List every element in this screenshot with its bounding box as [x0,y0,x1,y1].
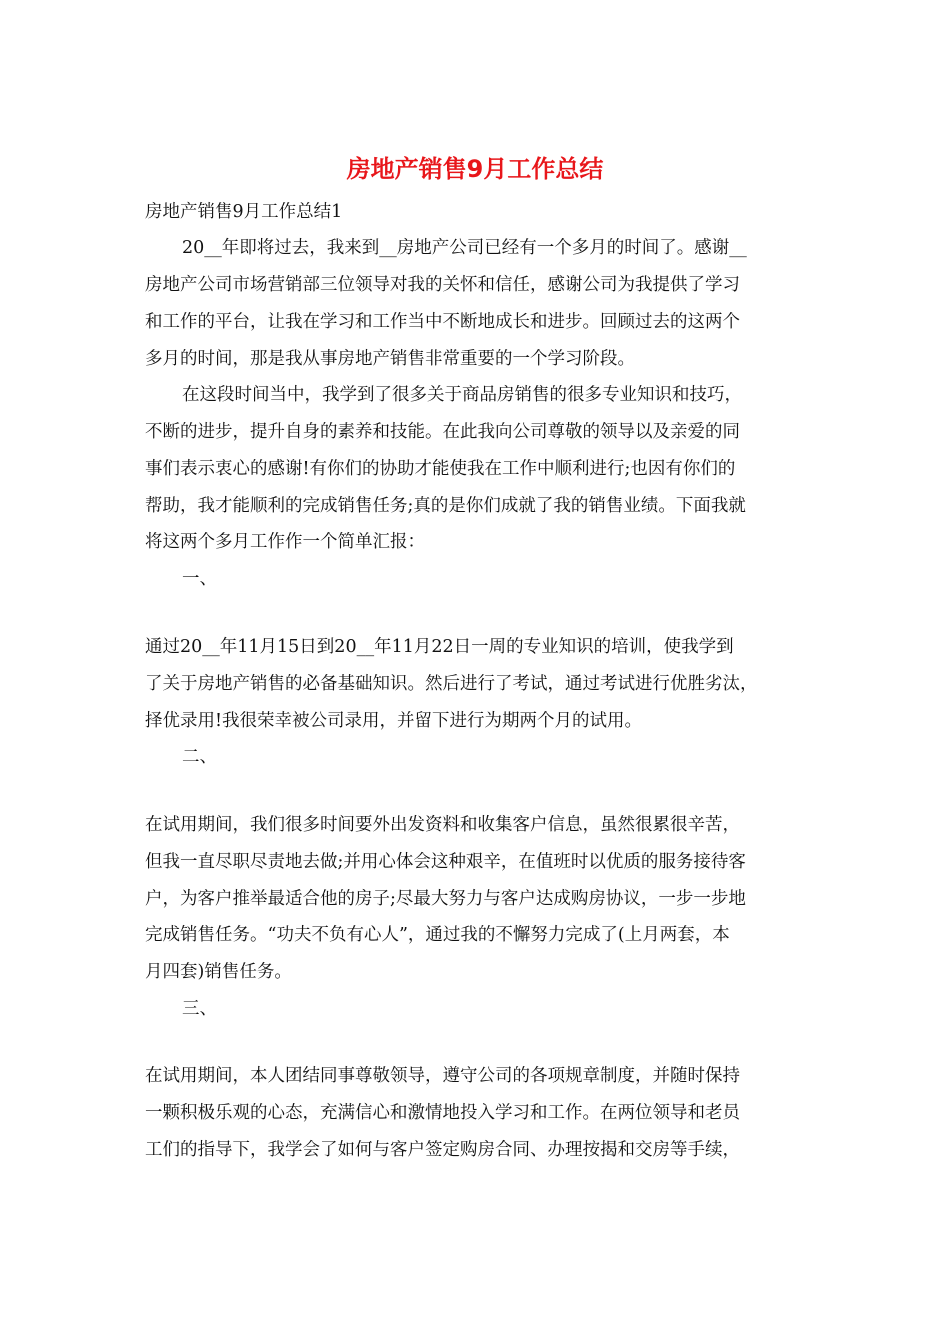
paragraph-line: 房地产公司市场营销部三位领导对我的关怀和信任，感谢公司为我提供了学习 [145,275,740,295]
document-title: 房地产销售9月工作总结 [346,155,604,183]
section-heading: 一、 [182,569,217,589]
paragraph-line: 户，为客户推举最适合他的房子;尽最大努力与客户达成购房协议，一步一步地 [145,889,746,909]
paragraph-line: 20__年即将过去，我来到__房地产公司已经有一个多月的时间了。感谢__ [182,238,747,258]
paragraph-line: 但我一直尽职尽责地去做;并用心体会这种艰辛，在值班时以优质的服务接待客 [145,852,746,872]
paragraph-line: 了关于房地产销售的必备基础知识。然后进行了考试，通过考试进行优胜劣汰， [145,674,758,694]
paragraph-line: 将这两个多月工作作一个简单汇报： [145,532,425,552]
paragraph-line: 在试用期间，我们很多时间要外出发资料和收集客户信息，虽然很累很辛苦， [145,815,740,835]
section-heading: 二、 [182,747,217,767]
paragraph-line: 和工作的平台，让我在学习和工作当中不断地成长和进步。回顾过去的这两个 [145,312,740,332]
paragraph-line: 在试用期间，本人团结同事尊敬领导，遵守公司的各项规章制度，并随时保持 [145,1066,740,1086]
paragraph-line: 月四套)销售任务。 [145,962,292,982]
paragraph-line: 工们的指导下，我学会了如何与客户签定购房合同、办理按揭和交房等手续， [145,1140,740,1160]
paragraph-line: 帮助，我才能顺利的完成销售任务;真的是你们成就了我的销售业绩。下面我就 [145,496,746,516]
paragraph-line: 事们表示衷心的感谢!有你们的协助才能使我在工作中顺利进行;也因有你们的 [145,459,736,479]
section-heading: 三、 [182,999,217,1019]
paragraph-line: 多月的时间，那是我从事房地产销售非常重要的一个学习阶段。 [145,349,635,369]
paragraph-line: 通过20__年11月15日到20__年11月22日一周的专业知识的培训，使我学到 [145,637,734,657]
paragraph-line: 择优录用!我很荣幸被公司录用，并留下进行为期两个月的试用。 [145,711,643,731]
paragraph-line: 一颗积极乐观的心态，充满信心和激情地投入学习和工作。在两位领导和老员 [145,1103,740,1123]
paragraph-line: 完成销售任务。“功夫不负有心人”，通过我的不懈努力完成了(上月两套，本 [145,925,730,945]
paragraph-line: 在这段时间当中，我学到了很多关于商品房销售的很多专业知识和技巧， [182,385,742,405]
document-subtitle: 房地产销售9月工作总结1 [145,202,343,222]
paragraph-line: 不断的进步，提升自身的素养和技能。在此我向公司尊敬的领导以及亲爱的同 [145,422,740,442]
